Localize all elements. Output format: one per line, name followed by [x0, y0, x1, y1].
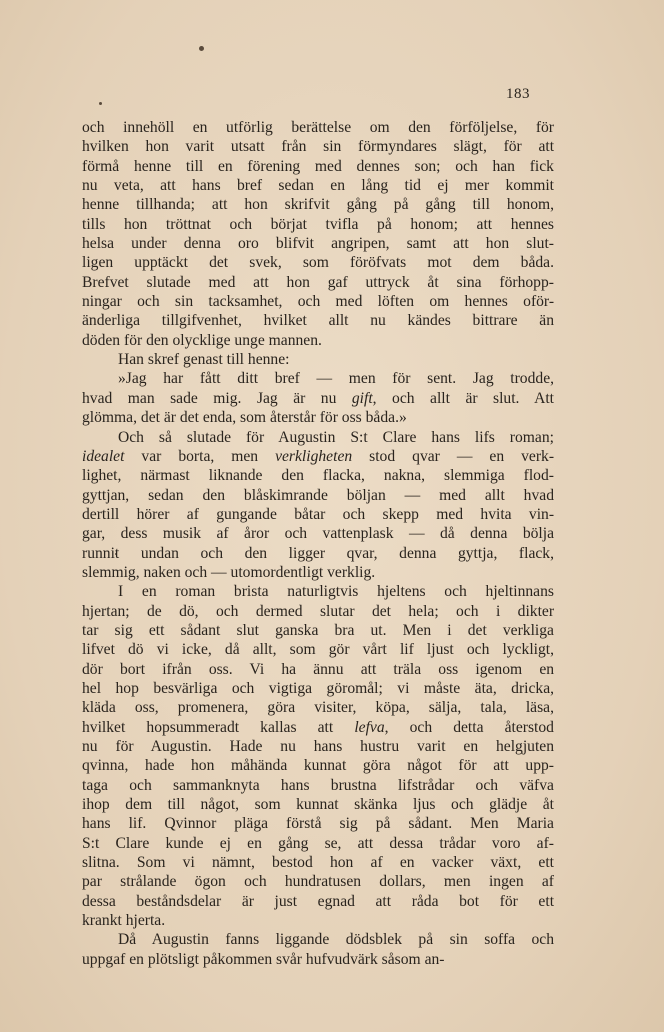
text-line-content: hvilket hopsummeradt kallas att lefva, och detta återstod — [82, 718, 554, 736]
text-line — [82, 195, 554, 214]
text-line — [82, 756, 554, 775]
text-line-content: kläda oss, promenera, göra visiter, köpa, sälja, tala, läsa, — [82, 699, 554, 717]
text-line — [82, 776, 554, 795]
text-line — [82, 505, 554, 524]
text-line-content: qvinna, hade hon måhända kunnat göra något för att upp- — [82, 757, 554, 775]
text-line-content: »Jag har fått ditt bref — men för sent. Jag trodde, — [118, 370, 555, 388]
text-line — [82, 563, 554, 582]
page-number: 183 — [506, 86, 530, 102]
text-line — [82, 892, 554, 911]
text-line-content: helsa under denna oro blifvit angripen, samt att hon slut- — [82, 235, 554, 253]
text-line-content: nu veta, att hans bref sedan en lång tid ej mer kommit — [82, 177, 555, 195]
text-line — [82, 621, 554, 640]
text-line-content: gar, dess musik af åror och vattenplask — då denna bölja — [82, 525, 555, 543]
text-line-content: slitna. Som vi nämnt, bestod hon af en vacker växt, ett — [82, 854, 554, 872]
text-line — [82, 486, 554, 505]
text-line-content: ihop dem till något, som kunnat skänka ljus och glädje åt — [82, 796, 554, 814]
text-line-content: slemmig, naken och — utomordentligt verklig. — [82, 563, 376, 581]
text-line — [82, 660, 554, 679]
text-line-content: hel hop besvärliga och vigtiga göromål; vi måste äta, dricka, — [82, 679, 555, 697]
text-line — [82, 273, 554, 292]
text-line — [82, 640, 554, 659]
text-line-content: idealet var borta, men verkligheten stod qvar — en verk- — [82, 447, 555, 465]
text-line — [82, 602, 554, 621]
text-line — [82, 950, 554, 969]
text-line — [82, 582, 554, 601]
text-line — [82, 524, 554, 543]
body-text — [82, 118, 554, 969]
text-line-content: Och så slutade för Augustin S:t Clare hans lifs roman; — [118, 428, 554, 446]
text-line-content: ningar och sin tacksamhet, och med löften om hennes oför- — [82, 293, 555, 311]
text-line — [82, 466, 554, 485]
text-line-content: nu för Augustin. Hade nu hans hustru varit en helgjuten — [82, 738, 555, 755]
text-line — [82, 872, 554, 891]
text-line — [82, 253, 554, 272]
text-line-content: krankt hjerta. — [82, 912, 166, 930]
text-line-content: dör bort ifrån oss. Vi ha ännu att träla oss igenom en — [82, 660, 555, 678]
text-line-content: dertill hörer af gungande båtar och skepp med hvita vin- — [82, 505, 555, 523]
text-line — [82, 408, 554, 427]
text-line-content: hans lif. Qvinnor pläga förstå sig på sådant. Men Maria — [82, 815, 554, 833]
text-line — [82, 795, 554, 814]
text-line-content: S:t Clare kunde ej en gång se, att dessa trådar voro af- — [82, 834, 554, 852]
text-line-content: glömma, det är det enda, som återstår för oss båda.» — [82, 409, 407, 427]
text-line-content: Då Augustin fanns liggande dödsblek på sin soffa och — [118, 931, 555, 949]
text-line-content: runnit undan och den ligger qvar, denna gyttja, flack, — [82, 544, 554, 562]
text-line — [82, 157, 554, 176]
text-line — [82, 118, 554, 137]
text-line-content: tills hon tröttnat och börjat tvifla på honom; att hennes — [82, 215, 554, 233]
text-line-content: Brefvet slutade med att hon gaf uttryck åt sina förhopp- — [82, 273, 554, 291]
text-line-content: lighet, närmast liknande den flacka, nakna, slemmiga flod- — [82, 467, 554, 485]
text-line — [82, 311, 554, 330]
text-line — [82, 215, 554, 234]
text-line — [82, 331, 554, 350]
text-line-content: par strålande ögon och hundratusen dollars, men ingen af — [82, 873, 554, 891]
text-line-content: ligen upptäckt det svek, som föröfvats mot dem båda. — [82, 254, 555, 272]
text-line-content: lifvet dö vi icke, då allt, som gör vårt lif ljust och lyckligt, — [82, 641, 555, 659]
text-line-content: dessa beståndsdelar är just egnad att råda bot för ett — [82, 892, 555, 910]
text-line — [82, 369, 554, 388]
text-line — [82, 679, 554, 698]
text-line-content: och innehöll en utförlig berättelse om den förföljelse, för — [82, 119, 555, 136]
text-line-content: henne tillhanda; att hon skrifvit gång på gång till honom, — [82, 196, 555, 214]
ink-speck — [99, 102, 102, 105]
text-line — [82, 234, 554, 253]
text-line — [82, 911, 554, 930]
text-line-content: döden för den olycklige unge mannen. — [82, 331, 322, 349]
text-line-content: hjertan; de dö, och dermed slutar det hela; och i dikter — [82, 602, 555, 620]
text-line — [82, 814, 554, 833]
text-line — [82, 698, 554, 717]
text-line — [82, 137, 554, 156]
text-line — [82, 930, 554, 949]
ink-speck — [199, 46, 204, 51]
text-line-content: änderliga tillgifvenhet, hvilket allt nu kändes bittrare än — [82, 312, 555, 330]
text-line — [82, 389, 554, 408]
text-line — [82, 853, 554, 872]
text-line — [82, 447, 554, 466]
text-line-content: hvad man sade mig. Jag är nu gift, och allt är slut. Att — [82, 389, 555, 407]
text-line — [82, 292, 554, 311]
text-line — [82, 834, 554, 853]
text-line-content: taga och sammanknyta hans brustna lifstrådar och väfva — [82, 776, 554, 794]
text-line-content: hvilken hon varit utsatt från sin förmyndares slägt, för att — [82, 138, 555, 156]
text-line-content: uppgaf en plötsligt påkommen svår hufvudvärk såsom an- — [82, 950, 445, 968]
text-line-content: gyttjan, sedan den blåskimrande böljan — med allt hvad — [82, 486, 554, 504]
text-line-content: förmå henne till en förening med dennes son; och han fick — [82, 157, 554, 175]
text-line — [82, 544, 554, 563]
text-line-content: tar sig ett sådant slut ganska bra ut. Men i det verkliga — [82, 621, 554, 639]
text-line — [82, 718, 554, 737]
text-line — [82, 350, 554, 369]
text-line-content: Han skref genast till henne: — [118, 351, 290, 369]
text-line-content: I en roman brista naturligtvis hjeltens och hjeltinnans — [118, 583, 554, 601]
text-line — [82, 737, 554, 756]
text-line — [82, 428, 554, 447]
text-line — [82, 176, 554, 195]
